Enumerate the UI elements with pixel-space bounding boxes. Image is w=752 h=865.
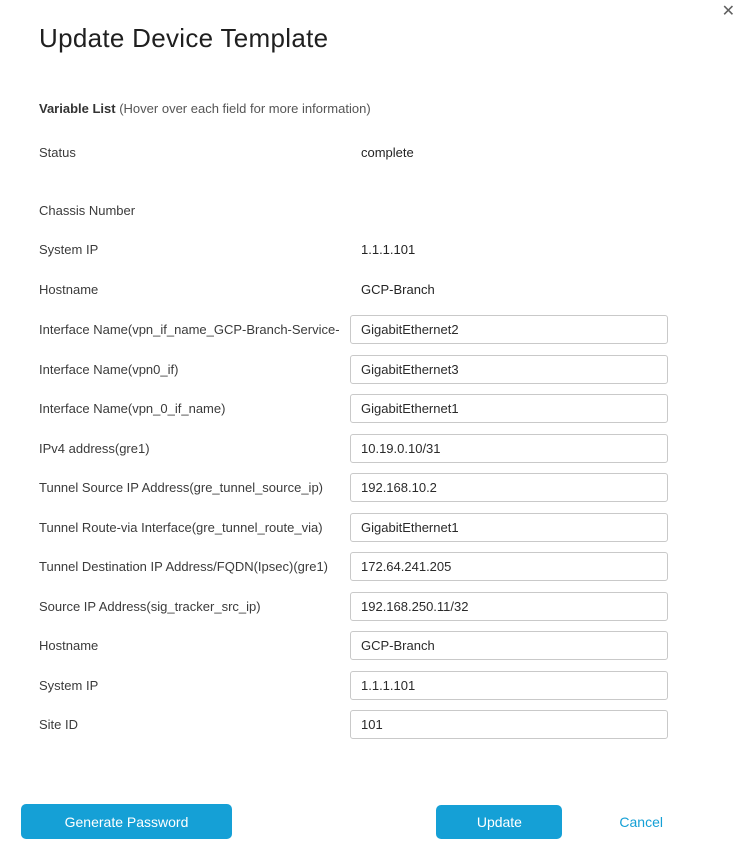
tunnel-source-ip-label: Tunnel Source IP Address(gre_tunnel_source_ip): [39, 480, 324, 495]
interface-name-service-label: Interface Name(vpn_if_name_GCP-Branch-Service-: [39, 322, 340, 337]
table-row: [39, 473, 668, 502]
interface-name-vpn-0-if-name-label: Interface Name(vpn_0_if_name): [39, 401, 226, 416]
table-row: [39, 513, 668, 542]
status-label: Status: [39, 144, 76, 160]
hostname-label: Hostname: [39, 281, 99, 297]
close-icon[interactable]: ✕: [721, 3, 735, 20]
interface-name-vpn0-if-input[interactable]: [350, 355, 668, 384]
dialog-footer: [21, 804, 668, 839]
hostname-value: GCP-Branch: [361, 281, 435, 297]
generate-password-button[interactable]: Generate Password: [21, 804, 232, 839]
variable-list-heading: [39, 101, 668, 116]
table-row: [39, 671, 668, 700]
status-value: complete: [361, 144, 414, 160]
chassis-number-label: Chassis Number: [39, 202, 136, 218]
status-row: [39, 144, 668, 160]
hostname-input-label: Hostname: [39, 638, 99, 653]
tunnel-route-via-label: Tunnel Route-via Interface(gre_tunnel_route_via): [39, 519, 323, 535]
tunnel-destination-ip-input[interactable]: [350, 552, 668, 581]
variable-input-list: [39, 315, 668, 739]
site-id-input[interactable]: [350, 710, 668, 739]
table-row: [39, 552, 668, 581]
system-ip-input-label: System IP: [39, 677, 99, 693]
tunnel-source-ip-input[interactable]: [350, 473, 668, 502]
page-title: Update Device Template: [39, 23, 329, 53]
interface-name-vpn-0-if-name-input[interactable]: [350, 394, 668, 423]
system-ip-label: System IP: [39, 241, 99, 257]
hostname-input[interactable]: [350, 631, 668, 660]
hostname-row: [39, 281, 668, 297]
ipv4-address-gre1-label: IPv4 address(gre1): [39, 440, 150, 456]
chassis-number-row: [39, 202, 668, 218]
system-ip-value: 1.1.1.101: [361, 241, 416, 257]
source-ip-address-label: Source IP Address(sig_tracker_src_ip): [39, 598, 261, 614]
tunnel-route-via-input[interactable]: [350, 513, 668, 542]
system-ip-row: [39, 241, 668, 257]
table-row: [39, 434, 668, 463]
site-id-label: Site ID: [39, 717, 79, 732]
hidden-row-spacer: [39, 160, 668, 202]
system-ip-input[interactable]: [350, 671, 668, 700]
update-button[interactable]: Update: [436, 805, 562, 839]
variable-list-hint: (Hover over each field for more information): [119, 101, 371, 116]
table-row: [39, 355, 668, 384]
interface-name-service-input[interactable]: [350, 315, 668, 344]
table-row: [39, 710, 668, 739]
cancel-button[interactable]: Cancel: [619, 813, 663, 830]
table-row: [39, 394, 668, 423]
ipv4-address-gre1-input[interactable]: [350, 434, 668, 463]
variable-list-label: Variable List: [39, 101, 116, 116]
table-row: [39, 315, 668, 344]
table-row: [39, 592, 668, 621]
table-row: [39, 631, 668, 660]
source-ip-address-input[interactable]: [350, 592, 668, 621]
interface-name-vpn0-if-label: Interface Name(vpn0_if): [39, 361, 179, 377]
tunnel-destination-ip-label: Tunnel Destination IP Address/FQDN(Ipsec)(gre1): [39, 559, 329, 574]
